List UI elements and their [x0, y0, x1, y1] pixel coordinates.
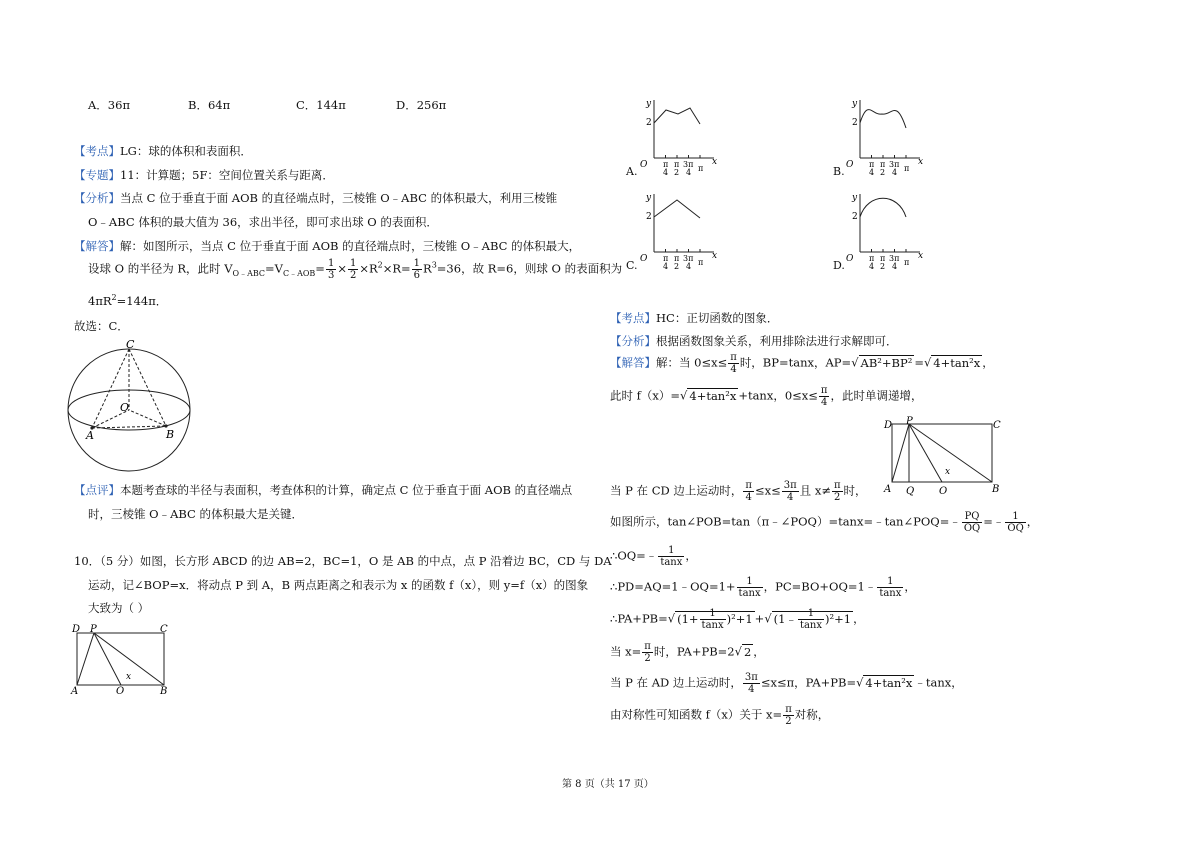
r-jieda-line-1: 【解答】解：当 0≤x≤ $\frac{\pi}{4}$ 时，BP=tanx，AP=√ AB²+BP² =√ 4+tan²x ，: [610, 352, 994, 375]
seg2-pb: [909, 424, 992, 482]
dianping-line-1: 【点评】本题考查球的半径与表面积，考查体积的计算，确定点 C 位于垂直于面 AOB 的直径端点: [74, 483, 573, 497]
r-line-4: 如图所示，tan∠POB=tan（π﹣∠POQ）=tanx=﹣tan∠POQ=﹣ $\frac{PQ}{OQ}$ =﹣ $\frac{1}{OQ}$ ，: [610, 511, 1039, 534]
graph-label-b: B.: [833, 165, 845, 178]
graph-curve: [860, 110, 906, 128]
choice-a: A．36π: [88, 98, 130, 112]
graph-tick-4: 4: [892, 262, 898, 271]
r-line-9: 当 P 在 AD 边上运动时， $\frac{3\pi}{4}$ ≤x≤π，PA+PB=√ 4+tan²x ﹣tanx，: [610, 672, 963, 695]
graph-tick-2: 2: [674, 168, 680, 177]
graph-tick-4: 4: [663, 168, 669, 177]
svg-text:P: P: [906, 416, 913, 427]
graph-label-2: 2: [852, 212, 858, 222]
label-x: x: [126, 672, 132, 682]
edge-ca: [92, 349, 129, 428]
graph-tick-3pi: 3π: [683, 254, 694, 263]
r-line-8: 当 x= $\frac{\pi}{2}$ 时，PA+PB=2√ 2 ，: [610, 641, 765, 664]
jieda-line-3: $4\pi R^2=144\pi$．: [88, 293, 168, 308]
graph-label-c: C.: [626, 259, 638, 272]
sphere-figure: [64, 338, 194, 478]
q10-line-2: 运动，记∠BOP=x．将动点 P 到 A，B 两点距离之和表示为 x 的函数 f（x），则 y=f（x）的图象: [88, 578, 589, 592]
frac-1-3: $\frac{1}{3}$: [327, 258, 335, 281]
graph-curve: [860, 198, 906, 217]
r-line-5: ∴OQ=﹣ $\frac{1}{\tan x}$ ，: [610, 545, 697, 568]
graph-label-a: A.: [626, 165, 638, 178]
graph-tick-4: 4: [869, 262, 875, 271]
graph-tick-3pi: 3π: [683, 160, 694, 169]
graph-tick-4: 4: [663, 262, 669, 271]
seg-pa: [77, 633, 94, 685]
choice-d: D．256π: [396, 98, 447, 112]
graph-label-2: 2: [852, 118, 858, 128]
graph-label-2: 2: [646, 118, 652, 128]
graph-tick-pi: π: [663, 254, 669, 263]
graph-tick-4: 4: [686, 262, 692, 271]
label-d: D: [72, 624, 81, 635]
rect2-abcd: [892, 424, 992, 482]
graph-tick-pi: π: [869, 254, 875, 263]
svg-text:Q: Q: [906, 486, 915, 497]
seg2-po: [909, 424, 942, 482]
q10-line-1: 10．（5 分）如图，长方形 ABCD 的边 AB=2，BC=1，O 是 AB 的中点，点 P 沿着边 BC，CD 与 DA: [74, 554, 612, 568]
graph-tick-3pi: 3π: [889, 254, 900, 263]
edge-bo: [129, 410, 166, 426]
graph-label-2: 2: [646, 212, 652, 222]
graph-label-o: O: [846, 254, 854, 264]
edge-cb: [129, 349, 166, 426]
graph-tick-4: 4: [686, 168, 692, 177]
fenxi-line-1: 【分析】当点 C 位于垂直于面 AOB 的直径端点时，三棱锥 O﹣ABC 的体积最大，利用三棱锥: [74, 191, 558, 205]
zhuanti-line: 【专题】11：计算题；5F：空间位置关系与距离．: [74, 168, 334, 182]
graph-tick-2: 2: [880, 168, 886, 177]
graph-label-o: O: [640, 160, 648, 170]
graph-tick-4: 4: [869, 168, 875, 177]
rect-abcd: [77, 633, 164, 685]
label-a: A: [71, 686, 79, 697]
graph-tick-pi: π: [904, 164, 910, 173]
svg-text:D: D: [884, 420, 893, 431]
graph-label-o: O: [640, 254, 648, 264]
svg-text:x: x: [945, 467, 951, 477]
graph-curve: [654, 200, 700, 218]
graph-label-o: O: [846, 160, 854, 170]
graph-label-x: x: [918, 251, 924, 261]
graph-tick-pi: π: [880, 254, 886, 263]
graph-tick-pi: π: [869, 160, 875, 169]
label-b: B: [166, 428, 175, 441]
graph-tick-pi: π: [904, 258, 910, 267]
svg-text:C: C: [993, 420, 1001, 431]
graph-label-d: D.: [833, 259, 845, 272]
r-fenxi-line: 【分析】根据函数图象关系，利用排除法进行求解即可．: [610, 334, 898, 348]
r-kaodian-line: 【考点】HC：正切函数的图象．: [610, 311, 779, 325]
r-line-6: ∴PD=AQ=1﹣OQ=1+ $\frac{1}{\tan x}$ ，PC=BO+OQ=1﹣ $\frac{1}{\tan x}$ ，: [610, 576, 916, 599]
r-line-7: ∴PA+PB=√ (1+ $\frac{1}{\tan x}$ )²+1 +√ (1﹣ $\frac{1}{\tan x}$ )²+1 ，: [610, 608, 865, 631]
graph-tick-3pi: 3π: [889, 160, 900, 169]
graph-label-y: y: [852, 193, 858, 203]
graph-tick-pi: π: [698, 258, 704, 267]
page-footer: 第 8 页（共 17 页）: [562, 779, 654, 790]
graph-label-y: y: [646, 193, 652, 203]
jieda-line-2: 设球 O 的半径为 R，此时 $V_{O﹣ABC}=V_{C﹣AOB}=$ $\frac{1}{3}$ × $\frac{1}{2}$ $\times R^2\times R=$ $\frac{1}{6}$ $R^3=36$，故 R=6，则球 O 的表面积为: [88, 258, 623, 281]
kaodian-line: 【考点】LG：球的体积和表面积．: [74, 144, 252, 158]
choice-b: B．64π: [188, 98, 231, 112]
graph-tick-pi: π: [698, 164, 704, 173]
option-graphs: [620, 96, 940, 276]
fenxi-line-2: O﹣ABC 体积的最大值为 36，求出半径，即可求出球 O 的表面积．: [88, 215, 438, 229]
graph-label-y: y: [852, 99, 858, 109]
frac-1-2: $\frac{1}{2}$: [349, 258, 357, 281]
graph-tick-pi: π: [880, 160, 886, 169]
graph-tick-pi: π: [663, 160, 669, 169]
rect-figure-q10: [66, 620, 176, 700]
label-c: C: [160, 624, 168, 635]
rect-figure-solution: [876, 414, 1006, 498]
r-line-2: 此时 f（x）=√ 4+tan²x +tanx，0≤x≤ $\frac{\pi}{4}$ ，此时单调递增，: [610, 385, 923, 408]
seg-po: [94, 633, 121, 685]
graph-tick-4: 4: [892, 168, 898, 177]
graph-tick-2: 2: [880, 262, 886, 271]
graph-tick-2: 2: [674, 262, 680, 271]
label-b: B: [160, 686, 168, 697]
label-c: C: [126, 338, 135, 351]
graph-label-y: y: [646, 99, 652, 109]
svg-text:B: B: [992, 484, 1000, 495]
svg-text:A: A: [884, 484, 892, 495]
frac-1-6: $\frac{1}{6}$: [413, 258, 421, 281]
choice-c: C．144π: [296, 98, 346, 112]
r-line-10: 由对称性可知函数 f（x）关于 x= $\frac{\pi}{2}$ 对称，: [610, 704, 830, 727]
r-line-3: 当 P 在 CD 边上运动时， $\frac{\pi}{4}$ ≤x≤ $\frac{3\pi}{4}$ 且 x≠ $\frac{\pi}{2}$ 时，: [610, 480, 867, 503]
seg2-pa: [892, 424, 909, 482]
dianping-line-2: 时，三棱锥 O﹣ABC 的体积最大是关键．: [88, 507, 304, 521]
q10-line-3: 大致为（ ）: [88, 601, 150, 615]
graph-curve: [654, 108, 700, 124]
svg-text:O: O: [939, 486, 948, 497]
label-a: A: [86, 429, 94, 442]
guxuan-line: 故选：C．: [74, 319, 129, 333]
label-o: O: [120, 401, 130, 414]
graph-tick-pi: π: [674, 160, 680, 169]
jieda-line-1: 【解答】解：如图所示，当点 C 位于垂直于面 AOB 的直径端点时，三棱锥 O﹣ABC 的体积最大，: [74, 239, 581, 253]
label-p: P: [90, 624, 97, 635]
graph-label-x: x: [712, 157, 718, 167]
graph-tick-pi: π: [674, 254, 680, 263]
graph-label-x: x: [918, 157, 924, 167]
label-o: O: [116, 686, 125, 697]
graph-label-x: x: [712, 251, 718, 261]
